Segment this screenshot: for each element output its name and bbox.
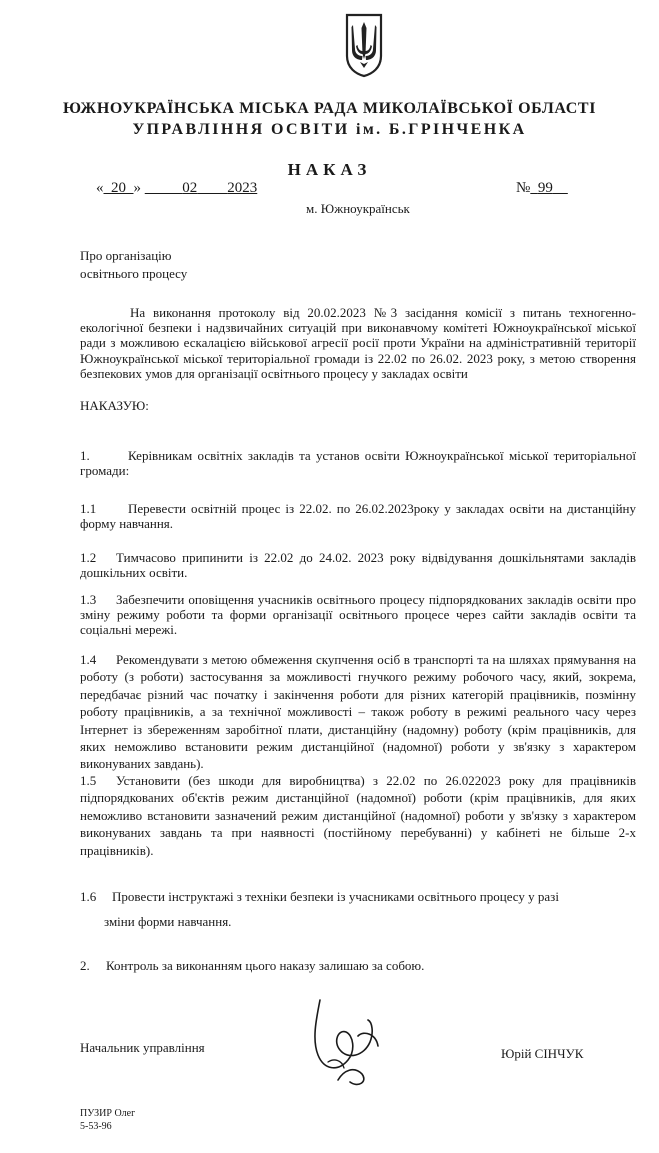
order-word: НАКАЗУЮ: — [80, 398, 149, 413]
item-text: Тимчасово припинити із 22.02 до 24.02. 2023 року відвідування дошкільнятами закладів дошкільних освіти. — [80, 550, 636, 581]
subject-line: Про організацію — [80, 248, 172, 263]
item-number: 1.5 — [80, 773, 97, 788]
preamble: На виконання протоколу від 20.02.2023 №3 засідання комісії з питань техногенно-екологічної безпеки і надзвичайних ситуацій при виконавчому комітеті Южноукраїнської міської ради з можливою ескалацією військової агресії росії проти України на адміністративній території Южноукраїнської міської територіальної громади із 22.02 по 26.02. 2023 року, з метою створення безпекових умов для організації освітнього процесу у закладах освіти — [80, 305, 636, 381]
subject-line: освітнього процесу — [80, 266, 188, 281]
order-item — [80, 889, 636, 904]
item-number: 1.6 — [80, 889, 97, 904]
item-number: 1.3 — [80, 592, 97, 607]
department-name: УПРАВЛІННЯ ОСВІТИ ім. Б.ГРІНЧЕНКА — [132, 121, 527, 138]
item-text: Контроль за виконанням цього наказу залишаю за собою. — [106, 958, 425, 973]
date-quote-close: » — [133, 180, 141, 196]
executor-phone: 5-53-96 — [80, 1121, 112, 1132]
order-item — [80, 592, 636, 638]
item-number: 1.1 — [80, 501, 97, 516]
item-text: Провести інструктажі з техніки безпеки із учасниками освітнього процесу у разі — [112, 889, 559, 904]
order-item — [80, 448, 636, 478]
number-label: № — [516, 180, 531, 196]
document-number — [516, 180, 568, 197]
number-value: 99 — [537, 180, 553, 196]
document-date — [96, 180, 257, 197]
order-item — [80, 651, 636, 773]
signatory-position: Начальник управління — [80, 1040, 205, 1055]
city: м. Южноукраїнськ — [306, 201, 410, 216]
handwritten-signature — [298, 990, 398, 1090]
date-month: 02 — [182, 180, 198, 196]
executor-info — [80, 1107, 135, 1133]
order-item — [80, 550, 636, 580]
item-number: 1. — [80, 448, 90, 463]
document-type: НАКАЗ — [287, 160, 372, 179]
signatory-name: Юрій СІНЧУК — [501, 1046, 584, 1061]
executor-name: ПУЗИР Олег — [80, 1108, 136, 1119]
trident-emblem-icon — [342, 12, 386, 78]
item-number: 1.2 — [80, 550, 97, 565]
document-subject — [80, 247, 187, 283]
item-text: Рекомендувати з метою обмеження скупчення осіб в транспорті та на шляхах прямування на роботу (з роботи) застосування за можливості гнучкого режиму робочого часу, який, зокрема, передбачає різний час початку і закінчення роботи для різних категорій працівників, позмінну роботу працівників, а за технічної можливості – також роботу в режимі реального часу через Інтернет із збереженням заробітної плати, дистанційну (надомну) роботу (крім працівників, для яких неможливо встановити режим дистанційної (надомної) роботи у зв'язку з характером виконуваних завдань). — [80, 652, 636, 772]
order-item — [80, 501, 636, 531]
item-number: 1.4 — [80, 652, 97, 667]
order-item — [80, 772, 636, 859]
item-text: Установити (без шкоди для виробництва) з 22.02 по 26.022023 року для працівників підпорядкованих об'єктів режим дистанційної (надомної) роботи (крім працівників, для яких неможливо встановити зазначений режим дистанційної (надомної) роботи у зв'язку з характером виконуваних завдань та при наявності (постійному перебуванні) у кабінеті не більше 2-х працівників). — [80, 773, 636, 858]
organization-name: ЮЖНОУКРАЇНСЬКА МІСЬКА РАДА МИКОЛАЇВСЬКОЇ ОБЛАСТІ — [62, 100, 597, 117]
item-text: Керівникам освітніх закладів та установ освіти Южноукраїнської міської територіальної громади: — [80, 448, 636, 479]
item-text: Перевести освітній процес із 22.02. по 26.02.2023року у закладах освіти на дистанційну форму навчання. — [80, 501, 636, 532]
order-item — [80, 958, 636, 973]
item-text: Забезпечити оповіщення учасників освітнього процесу підпорядкованих закладів освіти про зміну режиму роботи та форми організації освітнього процесе через сайти закладів освіти та соціальні мережі. — [80, 592, 636, 638]
item-number: 2. — [80, 958, 90, 973]
item-text-continuation: зміни форми навчання. — [104, 914, 232, 929]
date-year: 2023 — [227, 180, 258, 196]
date-day: 20 — [111, 180, 126, 196]
date-quote-open: « — [96, 180, 104, 196]
